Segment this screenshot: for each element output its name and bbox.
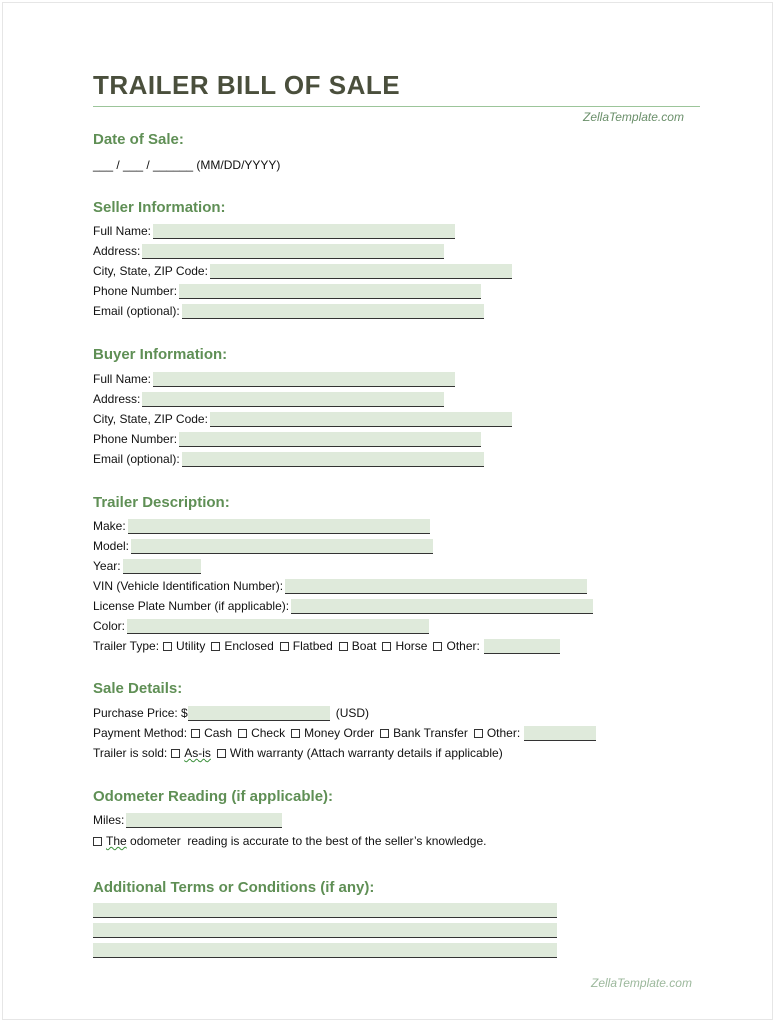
odometer-statement-row xyxy=(93,832,486,850)
sale-price-row xyxy=(93,704,369,722)
sale-price-field[interactable] xyxy=(188,706,330,721)
sale-heading: Sale Details: xyxy=(93,680,183,697)
buyer-address-field[interactable] xyxy=(142,392,444,407)
date-of-sale-heading: Date of Sale: xyxy=(93,131,184,148)
trailer-type-utility-label: Utility xyxy=(176,639,206,653)
buyer-phone-row xyxy=(93,430,481,448)
odometer-statement-the: The xyxy=(106,834,127,848)
seller-full-name-label: Full Name: xyxy=(93,224,152,238)
payment-method-row xyxy=(93,724,596,742)
buyer-email-label: Email (optional): xyxy=(93,452,180,466)
odometer-heading: Odometer Reading (if applicable): xyxy=(93,788,334,805)
sale-currency-label: (USD) xyxy=(335,706,370,720)
trailer-vin-field[interactable] xyxy=(285,579,587,594)
trailer-type-enclosed-label: Enclosed xyxy=(224,639,274,653)
document-title: TRAILER BILL OF SALE xyxy=(93,70,401,100)
payment-check-checkbox[interactable] xyxy=(238,729,247,738)
odometer-miles-row xyxy=(93,811,282,829)
payment-cash-checkbox[interactable] xyxy=(191,729,200,738)
trailer-type-enclosed-checkbox[interactable] xyxy=(211,642,220,651)
payment-other-field[interactable] xyxy=(524,726,596,741)
title-rule xyxy=(93,106,700,107)
buyer-full-name-row xyxy=(93,370,455,388)
seller-city-row xyxy=(93,262,512,280)
trailer-plate-field[interactable] xyxy=(291,599,593,614)
sold-warranty-label: With warranty (Attach warranty details if applicable) xyxy=(229,746,503,760)
trailer-type-other-field[interactable] xyxy=(484,639,560,654)
trailer-type-horse-checkbox[interactable] xyxy=(382,642,391,651)
odometer-accuracy-checkbox[interactable] xyxy=(93,837,102,846)
trailer-heading: Trailer Description: xyxy=(93,494,230,511)
buyer-heading: Buyer Information: xyxy=(93,346,228,363)
seller-full-name-field[interactable] xyxy=(153,224,455,239)
sold-as-is-label: As-is xyxy=(184,746,211,760)
buyer-city-label: City, State, ZIP Code: xyxy=(93,412,208,426)
trailer-year-row xyxy=(93,557,201,575)
payment-cash-label: Cash xyxy=(204,726,233,740)
buyer-city-field[interactable] xyxy=(210,412,512,427)
trailer-color-row xyxy=(93,617,429,635)
trailer-type-utility-checkbox[interactable] xyxy=(163,642,172,651)
seller-email-field[interactable] xyxy=(182,304,484,319)
sold-warranty-checkbox[interactable] xyxy=(217,749,226,758)
trailer-plate-row xyxy=(93,597,593,615)
payment-other-label: Other: xyxy=(486,726,521,740)
buyer-address-row xyxy=(93,390,444,408)
buyer-email-field[interactable] xyxy=(182,452,484,467)
seller-address-label: Address: xyxy=(93,244,141,258)
trailer-make-row xyxy=(93,517,430,535)
seller-phone-field[interactable] xyxy=(179,284,481,299)
brand-watermark-top: ZellaTemplate.com xyxy=(583,110,684,124)
trailer-model-field[interactable] xyxy=(131,539,433,554)
seller-full-name-row xyxy=(93,222,455,240)
seller-heading: Seller Information: xyxy=(93,199,226,216)
buyer-full-name-label: Full Name: xyxy=(93,372,152,386)
trailer-type-flatbed-label: Flatbed xyxy=(292,639,333,653)
sold-condition-row xyxy=(93,744,505,762)
trailer-type-boat-label: Boat xyxy=(351,639,377,653)
payment-method-label: Payment Method: xyxy=(93,726,188,740)
additional-terms-line-1[interactable] xyxy=(93,903,557,918)
odometer-statement-text: odometer reading is accurate to the best of the seller’s knowledge. xyxy=(126,834,487,848)
seller-email-label: Email (optional): xyxy=(93,304,180,318)
payment-check-label: Check xyxy=(251,726,286,740)
date-of-sale-row[interactable] xyxy=(93,156,280,174)
sold-as-is-checkbox[interactable] xyxy=(171,749,180,758)
seller-email-row xyxy=(93,302,484,320)
payment-money-order-checkbox[interactable] xyxy=(291,729,300,738)
buyer-email-row xyxy=(93,450,484,468)
seller-phone-row xyxy=(93,282,481,300)
trailer-vin-row xyxy=(93,577,587,595)
payment-other-checkbox[interactable] xyxy=(474,729,483,738)
buyer-address-label: Address: xyxy=(93,392,141,406)
buyer-phone-label: Phone Number: xyxy=(93,432,178,446)
payment-bank-transfer-checkbox[interactable] xyxy=(380,729,389,738)
trailer-model-row xyxy=(93,537,433,555)
trailer-year-label: Year: xyxy=(93,559,121,573)
seller-city-label: City, State, ZIP Code: xyxy=(93,264,208,278)
trailer-color-field[interactable] xyxy=(127,619,429,634)
trailer-type-row xyxy=(93,637,560,655)
payment-money-order-label: Money Order xyxy=(304,726,375,740)
seller-city-field[interactable] xyxy=(210,264,512,279)
date-format-line[interactable]: ___ / ___ / ______ (MM/DD/YYYY) xyxy=(93,158,281,172)
sold-condition-label: Trailer is sold: xyxy=(93,746,168,760)
trailer-type-other-checkbox[interactable] xyxy=(433,642,442,651)
payment-bank-transfer-label: Bank Transfer xyxy=(393,726,468,740)
trailer-make-label: Make: xyxy=(93,519,126,533)
additional-terms-heading: Additional Terms or Conditions (if any): xyxy=(93,879,375,896)
sale-price-label: Purchase Price: $ xyxy=(93,706,188,720)
buyer-full-name-field[interactable] xyxy=(153,372,455,387)
trailer-type-horse-label: Horse xyxy=(395,639,428,653)
buyer-city-row xyxy=(93,410,512,428)
seller-phone-label: Phone Number: xyxy=(93,284,178,298)
trailer-model-label: Model: xyxy=(93,539,130,553)
trailer-type-label: Trailer Type: xyxy=(93,639,160,653)
trailer-type-boat-checkbox[interactable] xyxy=(339,642,348,651)
seller-address-field[interactable] xyxy=(142,244,444,259)
trailer-type-other-label: Other: xyxy=(446,639,480,653)
trailer-type-flatbed-checkbox[interactable] xyxy=(280,642,289,651)
brand-watermark-bottom: ZellaTemplate.com xyxy=(591,976,692,990)
buyer-phone-field[interactable] xyxy=(179,432,481,447)
additional-terms-line-2[interactable] xyxy=(93,923,557,938)
trailer-color-label: Color: xyxy=(93,619,126,633)
odometer-miles-label: Miles: xyxy=(93,813,125,827)
additional-terms-line-3[interactable] xyxy=(93,943,557,958)
seller-address-row xyxy=(93,242,444,260)
odometer-miles-field[interactable] xyxy=(126,813,282,828)
trailer-year-field[interactable] xyxy=(123,559,201,574)
trailer-make-field[interactable] xyxy=(128,519,430,534)
trailer-vin-label: VIN (Vehicle Identification Number): xyxy=(93,579,284,593)
trailer-plate-label: License Plate Number (if applicable): xyxy=(93,599,290,613)
